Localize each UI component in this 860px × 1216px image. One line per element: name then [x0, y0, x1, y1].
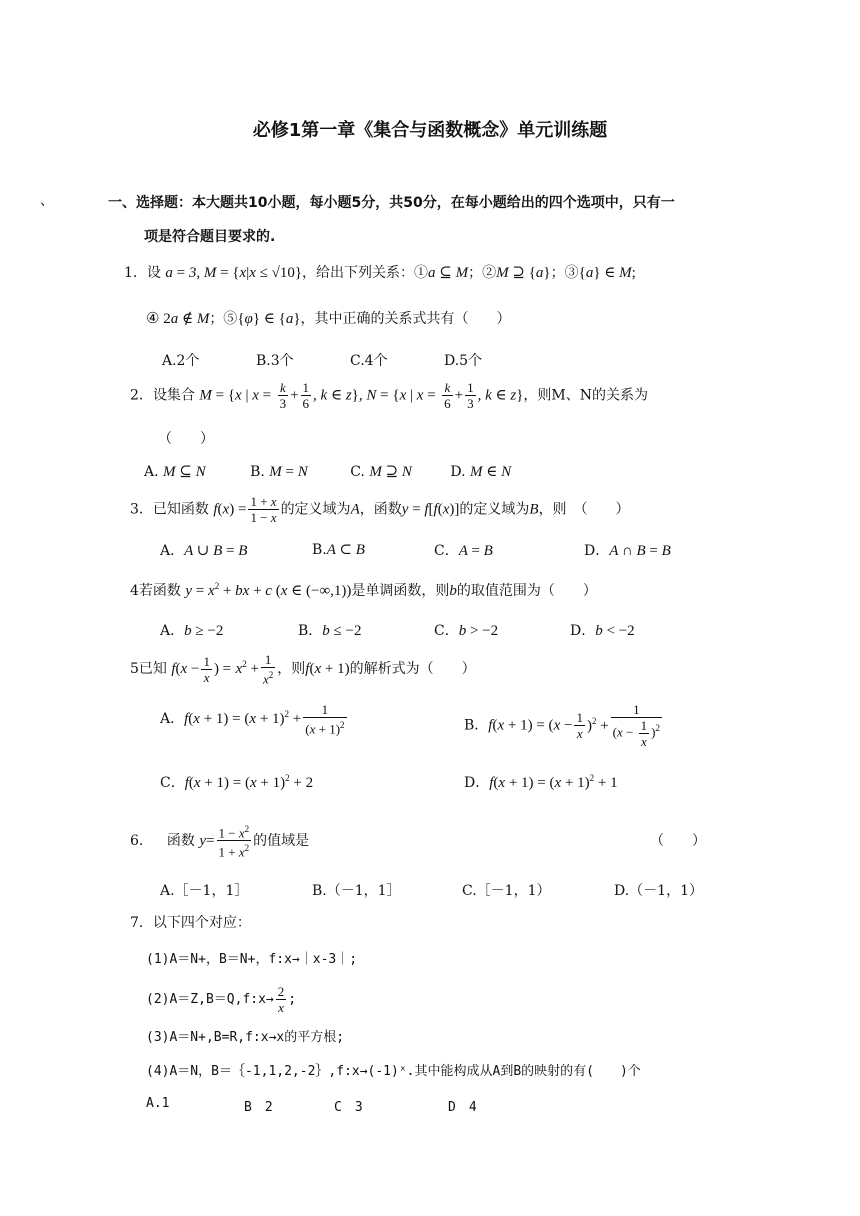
q7-item-3: (3)A＝N+,B=R,f:x→x的平方根; [146, 1030, 345, 1045]
section-heading-line2: 项是符合题目要求的. [144, 229, 276, 245]
q3-option-c: C．A = B [434, 543, 493, 559]
question-6-line1: 6． 函数 y= $\frac{1 - x^2}{1 + x^2}$ 的值域是 [130, 824, 310, 860]
section-heading-line1: 一、选择题：本大题共10小题，每小题5分，共50分，在每小题给出的四个选项中，只有一 [108, 195, 675, 211]
q7-option-d: D 4 [448, 1100, 477, 1115]
q1-option-d: D.5个 [444, 353, 483, 369]
q7-item-2: (2)A＝Z,B＝Q,f:x→ $\frac{2}{x}$ ; [146, 984, 297, 1015]
q4-option-d: D．b < −2 [570, 623, 635, 639]
question-1-line2: ④ 2a ∉ M；⑤{φ} ∈ {a}，其中正确的关系式共有（ ） [146, 311, 511, 327]
q6-option-b: B.（－1，1］ [312, 883, 401, 899]
question-4-line1: 4若函数 $y = x^2$ + bx + c (x ∈ (−∞,1))是单调函数，则b的取值范围为（ ） [130, 581, 597, 599]
question-5-line1: 5已知 f(x − $\frac{1}{x}$ ) = $x^2$ + $\frac{1}{x^2}$ ，则f(x + 1)的解析式为（ ） [130, 652, 476, 687]
q3-option-b: B.A ⊂ B [312, 542, 365, 558]
q4-option-b: B．b ≤ −2 [298, 623, 362, 639]
q7-item-1: (1)A＝N+，B＝N+，f:x→｜x-3｜; [146, 952, 358, 967]
q3-option-d: D．A ∩ B = B [584, 543, 671, 559]
question-1-line1: 1．设 a = 3, M = {x|x ≤ √10}，给出下列关系：①a ⊆ M；②M ⊇ {a}；③{a} ∈ M; [124, 265, 636, 281]
q7-option-b: B 2 [244, 1100, 273, 1115]
q2-answer-paren: （ ） [158, 431, 214, 447]
q7-option-c: C 3 [334, 1100, 363, 1115]
q1-option-c: C.4个 [350, 353, 388, 369]
q1-option-b: B.3个 [256, 353, 294, 369]
q2-options: A. M ⊆ N B. M = N C. M ⊇ N D. M ∈ N [144, 464, 512, 480]
q5-option-c: C．$f(x + 1) = (x + 1)^2 + 2$ [160, 773, 314, 791]
question-7-intro: 7．以下四个对应： [130, 915, 251, 931]
q3-option-a: A．A ∪ B = B [160, 543, 248, 559]
page-title: 必修1第一章《集合与函数概念》单元训练题 [252, 120, 608, 141]
q4-option-a: A．b ≥ −2 [160, 623, 224, 639]
question-2-line1: 2．设集合 M = {x | x = $\frac{k}{3}$ + $\frac{1}{6}$ , k ∈ z}, N = {x | x = $\frac{k}{6}$ + $\frac{1}{3}$ , k ∈ z}，则M、N的关系为 [130, 380, 648, 411]
q1-option-a: A.2个 [162, 353, 200, 369]
question-number: 1． [124, 265, 147, 281]
q5-option-d: D．$f(x + 1) = (x + 1)^2 + 1$ [464, 773, 618, 791]
question-3-line1: 3．已知函数 f(x) = $\frac{1 + x}{1 - x}$ 的定义域为A，函数y = f[f(x)]的定义域为B，则 （ ） [130, 494, 630, 525]
q7-item-4: (4)A＝N，B＝｛-1,1,2,-2｝,f:x→(-1)ˣ.其中能构成从A到B的映射的有( )个 [146, 1064, 641, 1079]
q6-answer-paren: （ ） [650, 833, 706, 849]
q7-option-a: A.1 [146, 1096, 170, 1111]
stray-mark: 、 [40, 193, 54, 209]
q6-option-c: C.［－1，1） [462, 883, 551, 899]
q6-option-d: D.（－1，1） [614, 883, 703, 899]
q6-option-a: A.［－1，1］ [160, 883, 249, 899]
q5-option-a: A．$f(x + 1) = (x + 1)^2$ + $\frac{1}{(x + 1)^2}$ [160, 702, 345, 737]
q5-option-b: B．f(x + 1) = (x − $\frac{1}{x}$ )$^2$ + 1 (x − $\frac{1}{x}$ )$^2$ [464, 702, 660, 749]
q4-option-c: C．b > −2 [434, 623, 499, 639]
